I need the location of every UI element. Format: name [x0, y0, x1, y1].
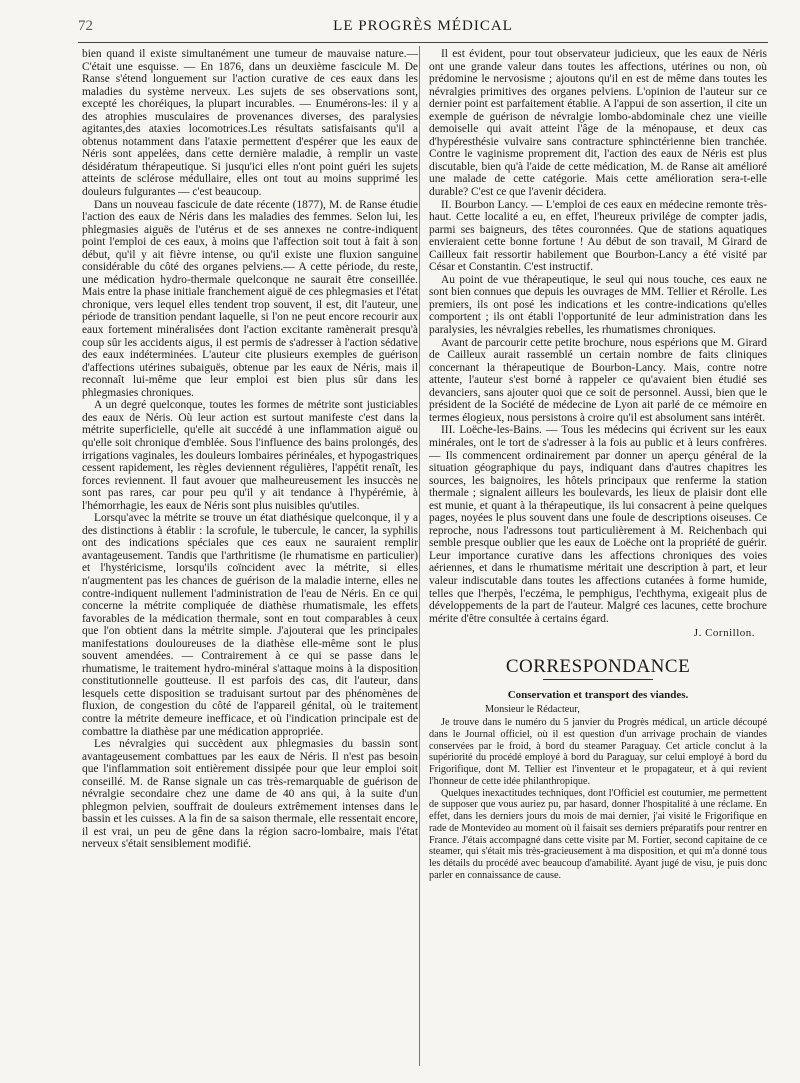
- salutation: Monsieur le Rédacteur,: [485, 704, 580, 716]
- page-number: 72: [78, 18, 93, 34]
- paragraph: Les névralgies qui succèdent aux phlegmasies du bassin sont avantageusement combattues par les eaux de Néris. Il n'est pas besoin que l'inflammation soit entièrement dissipée pour que leur emploi soit conseillé. M. de Ranse signale un cas très-remarquable de guérison de névralgie secondaire chez une dame de 40 ans qui, à la suite d'un phlegmon pelvien, souffrait de douleurs extrêmement intenses dans le bassin et les cuisses. A la fin de sa saison thermale, elle ressentait encore, il est vrai, un peu de gêne dans la région sacro-lombaire, mais l'état nerveux s'était sensiblement modifié.: [82, 738, 418, 851]
- section-subtitle: Conservation et transport des viandes.: [507, 688, 689, 701]
- decorative-rule: [543, 679, 653, 680]
- page-header: [78, 18, 768, 40]
- paragraph: III. Loëche-les-Bains. — Tous les médecins qui écrivent sur les eaux minérales, ont le tort de s'adresser à la fois au public et à leurs confrères. — Ils commencent ordinairement par donner un aperçu général de la situation géographique du pays, indiquant dans d'autres chapitres les sources, les baignoires, les hôtels principaux que renferme la station thermale ; signalent ailleurs les boulevards, les lieux de plaisir dont elle est munie, et quant à la thérapeutique, ils lui consacrent à peine quelques pages, noyées le plus souvent dans une foule de descriptions oiseuses. Ce reproche, nous l'adressons tout particulièrement à M. Reichenbach qui semble presque oublier que les eaux de Loëche ont la propriété de guérir. Leur importance curative dans les affections chroniques des voies aériennes, et dans le rhumatisme méritait une description à part, et leur valeur indiscutable dans toutes les affections cutanées à forme humide, telles que l'herpès, l'eczéma, le pemphigus, l'echthyma, exigeait plus de développements de la part de l'auteur. Malgré ces lacunes, cette brochure mérite d'être consultée à certains égard.: [429, 424, 767, 625]
- letter-body: [429, 717, 767, 882]
- section-title: CORRESPONDANCE: [505, 655, 691, 677]
- paragraph: A un degré quelconque, toutes les formes de métrite sont justiciables des eaux de Néris. Où leur action est surtout manifeste c'est dans la métrite superficielle, qu'elle ait succédé à une inflammation aiguë ou qu'elle soit chronique d'emblée. Sous l'influence des bains prolongés, des irrigations vaginales, les douleurs lombaires périnéales, et hypogastriques cessent rapidement, les règles deviennent régulières, l'appétit renaît, les forces reviennent. Il faut avouer que malheureusement les insuccès ne sont pas rares, car pour peu qu'il y ait tendance à l'hypérémie, à l'hémorrhagie, les eaux de Néris sont plus nuisibles qu'utiles.: [82, 399, 418, 512]
- paragraph: Avant de parcourir cette petite brochure, nous espérions que M. Girard de Cailleux aurait rassemblé un certain nombre de faits cliniques concernant la thérapeutique de Bourbon-Lancy. Mais, contre notre attente, l'auteur s'est borné à rappeler ce qu'avaient bien étudié ses devanciers, sans ajouter quoi que ce soit de personnel. Aussi, bien que le président de la Société de médecine de Lyon ait parlé de ce mémoire en termes élogieux, nous persistons à croire qu'il est absolument sans intérêt.: [429, 336, 767, 424]
- right-column: [429, 48, 767, 882]
- left-column: [82, 48, 418, 851]
- paragraph: Au point de vue thérapeutique, le seul qui nous touche, ces eaux ne sont bien connues que depuis les ouvrages de MM. Tellier et Rérolle. Les premiers, ils ont posé les indications et les contre-indications qu'elles comportent ; ils ont établi l'opportunité de leur administration dans les paralysies, les névralgies rebelles, les rhumatismes chroniques.: [429, 273, 767, 337]
- paragraph: Dans un nouveau fascicule de date récente (1877), M. de Ranse étudie l'action des eaux de Néris dans les maladies des femmes. Selon lui, les phlegmasies aiguës de l'utérus et de ses annexes ne contre-indiquent point l'emploi de ces eaux, à moins que l'affection soit tout à fait à son début, qu'il y ait fièvre intense, ou qu'il existe une fluxion sanguine considérable du côté des organes pelviens.— A cette période, du reste, une médication hydro-thermale quelconque ne saurait être conseillée. Mais entre la phase initiale franchement aiguë de ces phlegmasies et l'état chronique, vers lequel elles tendent trop souvent, il est, dit l'auteur, une période de transition pendant laquelle, si l'on ne peut encore recourir aux eaux fortement minéralisées dont l'action excitante ramènerait presqu'à coup sûr les accidents aigus, il est permis de s'adresser à l'action sédative des eaux indéterminées. L'auteur cite plusieurs exemples de guérison d'affections utérines subaiguës, obtenue par les eaux de Néris, mais il reconnaît lui-même que leur emploi est bien plus sûr dans les phlegmasies chroniques.: [82, 198, 418, 399]
- column-divider: [419, 46, 420, 1066]
- paragraph: Je trouve dans le numéro du 5 janvier du Progrès médical, un article découpé dans le Journal officiel, où il est question d'un arrivage prochain de viandes conservées par le froid, à bord du steamer Paraguay. Cet article conclut à la supériorité du procédé employé à bord du Paraguay, sur celui employé à bord du Frigorifique, dont M. Tellier est l'inventeur et le propagateur, et à qui revient l'honneur de cette idée philanthropique.: [429, 717, 767, 787]
- header-rule: [78, 42, 768, 43]
- paragraph: Quelques inexactitudes techniques, dont l'Officiel est coutumier, me permettent de supposer que vous auriez pu, par hasard, donner l'hospitalité à une réclame. En effet, dans les derniers jours du mois de mai dernier, j'ai visité le Frigorifique en rade de Montevideo au moment où il faisait ses derniers préparatifs pour rentrer en France. J'étais accompagné dans cette visite par M. Fortier, second capitaine de ce steamer, qui s'était mis très-gracieusement à ma disposition, et qui m'a donné tous les détails du procédé avec beaucoup d'amabilité. Ayant jugé de visu, je puis donc parler en connaissance de cause.: [429, 787, 767, 881]
- paragraph: bien quand il existe simultanément une tumeur de mauvaise nature.— C'était une esquisse. — En 1876, dans un deuxième fascicule M. De Ranse s'étend longuement sur l'action curative de ces eaux dans les maladies du système nerveux. Les sujets de ses observations sont, excepté les choréiques, la plupart incurables. — Enumérons-les: il y a des atrophies musculaires de provenances diverses, des paralysies agitantes,des ataxies locomotrices.Les résultats satisfaisants qu'il a obtenus notamment dans l'ataxie permettent d'espérer que les eaux de Néris sont appelées, dans cette dernière maladie, à remplir un vaste désidératum thérapeutique. Si jusqu'ici elles n'ont point guéri les sujets atteints de sclérose médullaire, elles ont tout au moins supprimé les douleurs fulgurantes — c'est beaucoup.: [82, 48, 418, 199]
- paragraph: II. Bourbon Lancy. — L'emploi de ces eaux en médecine remonte très-haut. Cette localité a eu, en effet, l'heureux privilége de compter jadis, parmi ses baigneurs, des têtes couronnées. Que de stations aquatiques envieraient cette bonne fortune ! Au début de son travail, M Girard de Cailleux fait ressortir habilement que Bourbon-Lancy a été visité par César et Constantin. C'est instructif.: [429, 198, 767, 274]
- author-signature: J. Cornillon.: [693, 627, 755, 640]
- paragraph: Lorsqu'avec la métrite se trouve un état diathésique quelconque, il y a des distinctions à établir : la scrofule, le tubercule, le cancer, la syphilis ont des indications spéciales que ces eaux ne sauraient remplir avantageusement. Tandis que l'arthritisme (le rhumatisme en particulier) et l'hystéricisme, lorsqu'ils coïncident avec la métrite, si elles n'augmentent pas les chances de guérison de la maladie interne, elles ne contre-indiquent nullement l'administration de l'eau de Néris. En ce qui concerne la métrite compliquée de diathèse rhumatismale, les effets favorables de la médication thermale, sont en tout comparables à ceux que l'on obtient dans la métrite simple. J'ajouterai que les principales manifestations douloureuses de la diathèse elle-même sont le plus souvent amendées. — Contrairement à ce qui se passe dans le rhumatisme, le traitement hydro-minéral s'attaque moins à la disposition constitutionnelle goutteuse. Il est parfois des cas, dit l'auteur, dans lesquels cette disposition se traduisant surtout par des phénomènes de fluxion, de congestion du côté de l'appareil génital, où le traitement contre la métrite demeure inefficace, et où l'indication principale est de combattre la diathèse par une médication appropriée.: [82, 512, 418, 738]
- journal-title: LE PROGRÈS MÉDICAL: [333, 18, 513, 34]
- paragraph: Il est évident, pour tout observateur judicieux, que les eaux de Néris ont une grande valeur dans toutes les affections, utérines ou non, où prédomine le nervosisme ; ajoutons qu'il en est de même dans toutes les névralgies primitives des organes pelviens. L'opinion de l'auteur sur ce dernier point est parfaitement établie. A l'appui de son assertion, il cite un exemple de guérison de névralgie lombo-abdominale chez une vieille demoiselle qui avait atteint l'âge de la ménopause, et deux cas d'hypéresthésie vulvaire sans contracture sphinctérienne bien tranchée. Contre le vaginisme proprement dit, l'action des eaux de Néris est plus discutable, bien qu'à l'aide de cette médication, M. de Ranse ait amélioré une malade de cette catégorie. Mais cette amélioration sera-t-elle durable? C'est ce que l'avenir décidera.: [429, 48, 767, 199]
